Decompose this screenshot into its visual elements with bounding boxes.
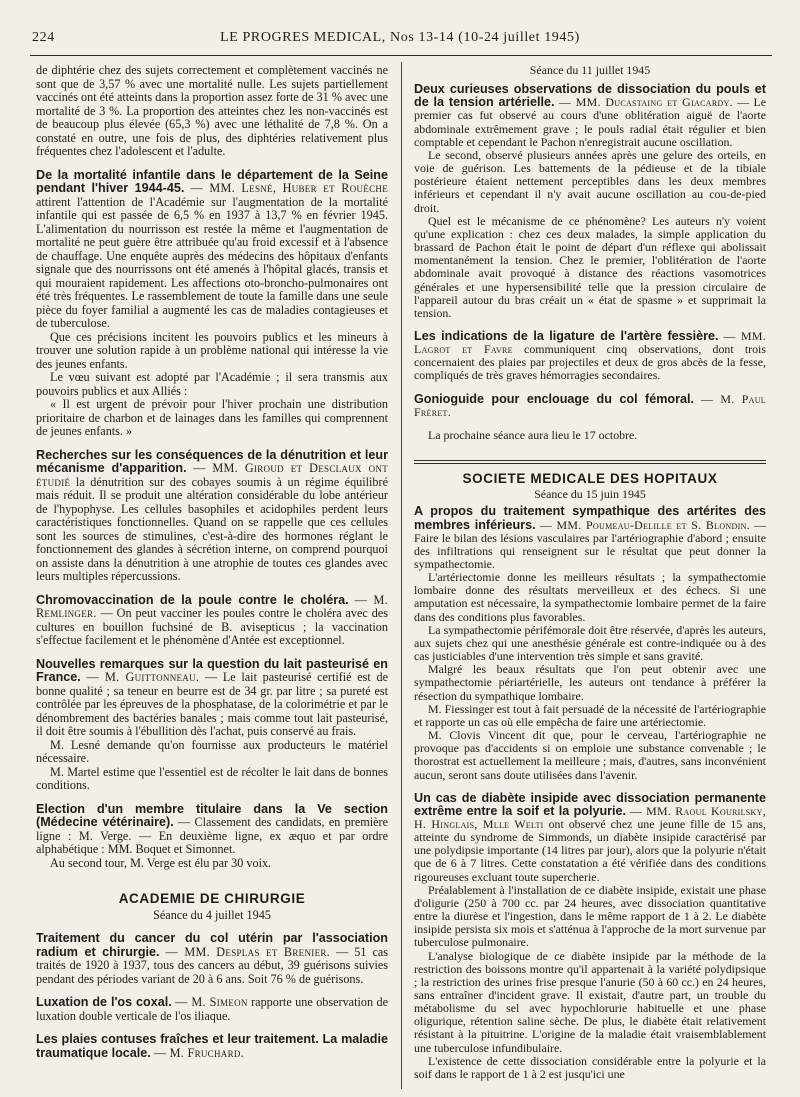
article-authors: — M. Guittonneau. bbox=[86, 670, 200, 684]
article-denutrition bbox=[36, 449, 388, 584]
section-heading-hopitaux: SOCIETE MEDICALE DES HOPITAUX bbox=[462, 471, 718, 487]
article-paragraph: L'artériectomie donne les meilleurs résultats ; la sympathectomie lombaire donne des résultats merveilleux et des échecs. Si une amputation est nécessaire, la sympathectomie lombaire permet de la faire dans des conditions plus favorables. bbox=[414, 570, 766, 624]
right-column bbox=[414, 64, 766, 1081]
article-chromovaccination bbox=[36, 594, 388, 648]
article-title: Luxation de l'os coxal. bbox=[36, 995, 172, 1009]
article-paragraph bbox=[36, 996, 388, 1023]
article-body: — Le premier cas fut observé au cours d'une oblitération aiguë de l'aorte abdominale extrêmement grave ; le pouls radial était régulier et bien comptable et cependant le Pachon n'enregistrait aucune oscillation. bbox=[414, 95, 766, 149]
article-body: — Faire le bilan des lésions vasculaires par l'artériographie d'abord ; ensuite des infiltrations qui renseignent sur le résultat que peut donner la sympathectomie. bbox=[414, 517, 766, 571]
article-title: Un cas de diabète insipide avec dissociation permanente extrême entre la soif et la polyurie. bbox=[414, 790, 766, 818]
article-paragraph bbox=[36, 594, 388, 648]
article-paragraph: Au second tour, M. Verge est élu par 30 voix. bbox=[50, 855, 272, 870]
article-paragraph bbox=[36, 169, 388, 331]
article-paragraph bbox=[414, 330, 766, 383]
article-paragraph: M. Lesné demande qu'on fournisse aux producteurs le matériel nécessaire. bbox=[36, 737, 388, 765]
article-paragraph bbox=[414, 505, 766, 571]
article-title: Recherches sur les conséquences de la dénutrition et leur mécanisme d'apparition. bbox=[36, 447, 388, 475]
article-paragraph bbox=[36, 932, 388, 986]
seance-date: Séance du 15 juin 1945 bbox=[534, 487, 646, 502]
article-title: Les indications de la ligature de l'artère fessière. bbox=[414, 328, 719, 343]
article-traitement-sympathique bbox=[414, 505, 766, 781]
article-paragraph: Quel est le mécanisme de ce phénomène? Les auteurs n'y voient qu'une explication : chez ces deux malades, la simple application du brassard de Pachon était le point de départ d'un réflexe qui abolissait momentanément la tension. Chez le premier, l'oblitération de l'aorte abdominale avait provoqué à distance des réactions vasomotrices générales et une hypersensibilité telle que la pression circulaire de l'appareil autour du bras créait un « état de spasme » et supprimait la tension. bbox=[414, 213, 766, 320]
article-paragraph: Malgré les beaux résultats que l'on peut obtenir avec une sympathectomie périartérielle, les auteurs ont tendance à préférer la résection du sympathique lombaire. bbox=[414, 662, 766, 703]
article-dissociation-pouls bbox=[414, 83, 766, 320]
article-authors: — MM. Poumeau-Delille et S. Blondin. bbox=[539, 517, 750, 532]
article-paragraph bbox=[414, 792, 766, 884]
page-number: 224 bbox=[32, 30, 55, 45]
article-body: rapporte une observation de luxation double verticale de l'os iliaque. bbox=[36, 995, 388, 1023]
article-cancer-col bbox=[36, 932, 388, 986]
article-title: Les plaies contuses fraîches et leur traitement. La maladie traumatique locale. bbox=[36, 1032, 388, 1060]
article-lait-pasteurise bbox=[36, 658, 388, 793]
article-body: communiquent cinq observations, dont trois concernaient des plaies par projectiles et deux de gros abcès de la fesse, compliqués de très graves hémorragies secondaires. bbox=[414, 342, 766, 383]
article-paragraph: L'existence de cette dissociation considérable entre la polyurie et la soif dans le rapport de 1 à 2 est jusqu'ici une bbox=[414, 1053, 766, 1081]
article-authors: — M. Fruchard. bbox=[153, 1045, 245, 1060]
article-paragraph bbox=[36, 803, 388, 857]
intro-paragraph: de diphtérie chez des sujets correctement et complètement vaccinés ne sont que de 3,57 % avec une mortalité nulle. Les sujets partiellement vaccinés ont été atteints dans la proportion assez forte de 31 % avec une mortalité de 3 %. La proportion des atteintes chez les non-vaccinés est de beaucoup plus élevée (65,3 %) avec une léthalité de 7,8 %. On a constaté en outre, une fois de plus, des diphtéries relativement plus fréquentes chez l'adolescent et l'adulte. bbox=[36, 63, 388, 158]
left-column bbox=[36, 64, 388, 1060]
article-title: De la mortalité infantile dans le département de la Seine pendant l'hiver 1944-45. bbox=[36, 167, 388, 195]
running-title: LE PROGRES MEDICAL, Nos 13-14 (10-24 juillet 1945) bbox=[220, 30, 580, 45]
article-paragraph bbox=[36, 449, 388, 584]
article-authors: — M. Remlinger. bbox=[36, 592, 388, 620]
seance-date: Séance du 4 juillet 1945 bbox=[153, 907, 271, 922]
section-heading-chirurgie: ACADEMIE DE CHIRURGIE bbox=[118, 891, 306, 906]
article-body: ont observé chez une jeune fille de 15 ans, atteinte du syndrome de Simmonds, un diabète insipide caractérisé par une polydipsie importante (14 litres par jour), alors que la polyurie n'était que de 6 à 7 litres. Cette constatation a été vérifiée dans des conditions rigoureuses excluant toute supercherie. bbox=[414, 816, 767, 884]
article-authors: — MM. Desplas et Brenier. bbox=[165, 944, 331, 959]
section-divider bbox=[414, 460, 766, 464]
page-header bbox=[30, 28, 770, 50]
next-session-note: La prochaine séance aura lieu le 17 octobre. bbox=[428, 427, 638, 442]
article-artere-fessiere bbox=[414, 330, 766, 383]
article-paragraph: La sympathectomie périfémorale doit être réservée, d'après les auteurs, aux sujets chez qui une anesthésie générale est contre-indiquée ou à des cas justiciables d'une intervention très simple et sans gravité. bbox=[414, 622, 766, 664]
article-paragraph: M. Fiessinger est tout à fait persuadé de la nécessité de l'artériographie et rapporte un cas où elle empêcha de faire une artériectomie. bbox=[414, 701, 766, 729]
article-authors: — M. Paul Fréret. bbox=[414, 391, 766, 419]
column-divider bbox=[401, 62, 402, 1089]
article-paragraph bbox=[36, 658, 388, 739]
article-body: la dénutrition sur des cobayes soumis à un régime équilibré mais réduit. Il se produit une altération considérable du lobe antérieur de l'hypophyse. Les cellules basophiles et acidophiles perdent leurs caractéristiques fonctionnelles. Quand on se rappelle que ces cellules sont les sources de stimulines, c'est-à-dire des hormones réglant le fonctionnement des glandes à sécrétion interne, on comprend pourquoi on assiste dans la dénutrition à une atrophie de toutes ces glandes avec leurs multiples répercussions. bbox=[36, 474, 388, 583]
article-paragraph bbox=[414, 393, 766, 419]
article-paragraph bbox=[36, 1033, 388, 1060]
article-luxation bbox=[36, 996, 388, 1023]
article-election bbox=[36, 803, 388, 871]
article-authors: — MM. Ducastaing et Giacardy. bbox=[558, 95, 733, 110]
article-quote: « Il est urgent de prévoir pour l'hiver prochain une distribution prioritaire de charbon et de lainages dans les familles qui comprennent de jeunes enfants. » bbox=[36, 397, 388, 438]
article-title: Gonioguide pour enclouage du col fémoral. bbox=[414, 391, 695, 406]
article-paragraph: Préalablement à l'installation de ce diabète insipide, existait une phase d'oligurie (250 à 700 cc. par 24 heures, avec dissociation quantitative entre la diurèse et l'ingestion, dans le même rapport de 1 à 2. Le diabète insipide persista six mois et s'atténua à l'approche de la mort survenue par tuberculose pulmonaire. bbox=[414, 882, 766, 950]
article-authors: — MM. Raoul Kourilsky, H. Hinglais, Mlle Welti bbox=[414, 803, 766, 831]
article-diabete-insipide bbox=[414, 792, 766, 1081]
article-paragraph bbox=[414, 83, 766, 149]
article-paragraph: M. Clovis Vincent dit que, pour le cerveau, l'artériographie ne provoque pas d'accidents si on emploie une substance convenable ; le thorostrat est actuellement la meilleure ; mais, d'autres, sans inconvénient aucun, seront sans doute utilisées dans l'avenir. bbox=[414, 728, 766, 782]
article-plaies-contuses bbox=[36, 1033, 388, 1060]
article-title: Election d'un membre titulaire dans la Ve section (Médecine vétérinaire). bbox=[36, 801, 388, 829]
article-paragraph: Le second, observé plusieurs années après une gelure des orteils, en voie de guérison. Les battements de la pédieuse et de la tibiale postérieure étaient nettement perceptibles dans les deux membres inférieurs et cependant il n'y avait aucune oscillation au cou-de-pied droit. bbox=[414, 147, 766, 215]
article-body: — 51 cas traités de 1920 à 1937, tous des cancers au début, 39 guérisons suivies pendant des périodes variant de 20 à 6 ans. Soit 76 % de guérisons. bbox=[36, 944, 389, 986]
article-paragraph: Le vœu suivant est adopté par l'Académie ; il sera transmis aux pouvoirs publics et aux Alliés : bbox=[36, 370, 388, 398]
article-authors: — M. Simeon bbox=[175, 995, 248, 1009]
article-gonioguide bbox=[414, 393, 766, 419]
header-rule bbox=[30, 55, 772, 56]
article-paragraph: Que ces précisions incitent les pouvoirs publics et les mineurs à trouver une solution rapide à un problème national qui intéresse la vie des jeunes enfants. bbox=[36, 329, 388, 371]
article-body: attirent l'attention de l'Académie sur l'augmentation de la mortalité infantile qui est passée de 6,5 % en 1937 à 13,7 % en février 1945. L'alimentation du nourrisson est restée la même et l'augmentation de mortalité ne peut guère être attribuée qu'au froid excessif et à l'absence de chauffage. Une enquête auprès des médecins des hôpitaux d'enfants signale que des nourrissons ont été amenés à l'hôpital glacés, transis et qui mouraient rapidement. Les affections oto-broncho-pulmonaires ont été très fréquentes. Le rassemblement de toute la famille dans une seule pièce du foyer familial a augmenté les cas de maladies contagieuses et de tuberculose. bbox=[36, 194, 388, 330]
article-body: — On peut vacciner les poules contre le choléra avec des cultures en bouillon fuchsiné de B. avisepticus ; la vaccination s'effectue facilement et le phénomène d'Antée est exceptionnel. bbox=[36, 606, 388, 647]
article-title: A propos du traitement sympathique des artérites des membres inférieurs. bbox=[414, 504, 766, 532]
article-authors: — MM. Lesné, Huber et Rouèche bbox=[190, 181, 389, 195]
article-body: — Classement des candidats, en première ligne : M. Verge. — En deuxième ligne, ex æquo et par ordre alphabétique : MM. Boquet et Simonnet. bbox=[36, 815, 388, 856]
article-mortalite-infantile bbox=[36, 169, 388, 439]
article-paragraph: L'analyse biologique de ce diabète insipide par la méthode de la restriction des boissons montre qu'il appartenait à la variété polydipsique ; la restriction des urines frise presque l'anurie (50 à 60 cc.) en 24 heures, sans entraîner d'incident grave. Il existait, d'autre part, un trouble du métabolisme du sel avec hypochlorurie habituelle et une phase oligurique, rétention saline sèche. De plus, le diabète était relativement résistant à la pituitrine. L'origine de la maladie était vraisemblablement une tuberculose infundibulaire. bbox=[414, 948, 766, 1055]
article-title: Nouvelles remarques sur la question du lait pasteurisé en France. bbox=[36, 656, 388, 684]
article-paragraph: M. Martel estime que l'essentiel est de récolter le lait dans de bonnes conditions. bbox=[36, 764, 388, 792]
article-body: — Le lait pasteurisé certifié est de bonne qualité ; sa teneur en beurre est de 34 gr. par litre ; sa pureté est contrôlée par les épreuves de la phosphatase, de la colorimétrie et par le dénombrement des bactéries banales ; mais comme tout lait pasteurisé, il doit être soumis à l'ébullition dès l'achat, puis conservé au frais. bbox=[36, 670, 389, 738]
article-title: Chromovaccination de la poule contre le choléra. bbox=[36, 592, 349, 607]
article-authors: — MM. Giroud et Desclaux ont étudié bbox=[36, 461, 389, 489]
article-title: Deux curieuses observations de dissociation du pouls et de la tension artérielle. bbox=[414, 82, 766, 110]
article-title: Traitement du cancer du col utérin par l'association radium et chirurgie. bbox=[36, 931, 388, 959]
seance-date: Séance du 11 juillet 1945 bbox=[529, 63, 651, 77]
article-authors: — MM. Lagrot et Favre bbox=[414, 328, 766, 357]
